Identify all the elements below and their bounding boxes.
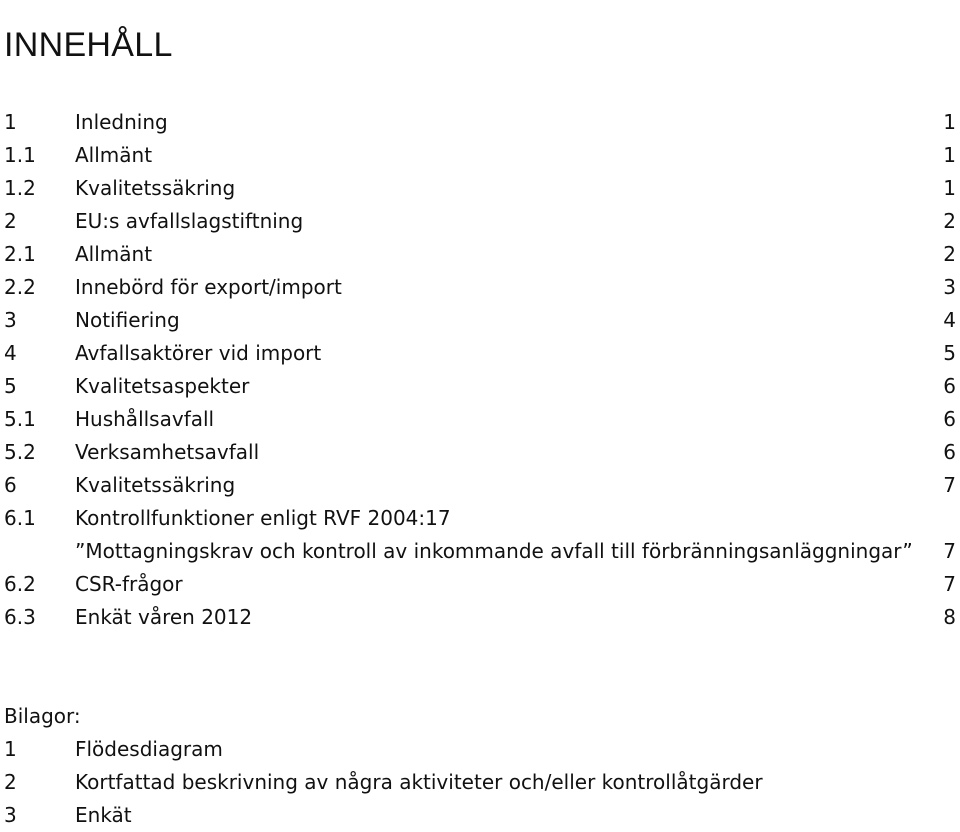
toc-entry-title: Kvalitetssäkring [75,176,236,200]
toc-entry [4,139,956,172]
toc-entry [4,370,956,403]
toc-entry-title: CSR-frågor [75,572,183,596]
toc-entry [4,436,956,469]
toc-entry-number: 2.2 [4,275,36,299]
appendix-item [4,799,956,832]
toc-entry [4,601,956,634]
toc-entry-page: 1 [943,176,956,200]
appendix-item [4,733,956,766]
toc-entry-title: Kvalitetssäkring [75,473,236,497]
toc-entry-page: 7 [943,473,956,497]
table-of-contents [4,106,956,634]
page-title: INNEHÅLL [4,25,173,64]
toc-entry-page: 7 [943,539,956,563]
toc-entry-title: Kvalitetsaspekter [75,374,250,398]
appendix-item-title: Kortfattad beskrivning av några aktiviteter och/eller kontrollåtgärder [75,770,763,794]
toc-entry-number: 6.1 [4,506,36,530]
toc-entry-number: 4 [4,341,17,365]
toc-entry-number: 5.1 [4,407,36,431]
toc-entry-title: EU:s avfallslagstiftning [75,209,304,233]
toc-entry-title: Allmänt [75,143,153,167]
toc-entry-title: Avfallsaktörer vid import [75,341,322,365]
toc-entry [4,502,956,535]
toc-entry-page: 3 [943,275,956,299]
toc-entry-page: 2 [943,209,956,233]
toc-entry-title: Notifiering [75,308,180,332]
toc-entry-title: ”Mottagningskrav och kontroll av inkommande avfall till förbränningsanläggningar” [75,539,913,563]
toc-entry-number: 1.2 [4,176,36,200]
toc-entry-page: 6 [943,440,956,464]
toc-entry-number: 3 [4,308,17,332]
toc-entry-title: Inledning [75,110,168,134]
toc-entry [4,172,956,205]
toc-entry-number: 6.2 [4,572,36,596]
toc-entry-number: 1.1 [4,143,36,167]
toc-entry-number: 6 [4,473,17,497]
toc-entry [4,469,956,502]
toc-entry-number: 6.3 [4,605,36,629]
toc-entry-page: 5 [943,341,956,365]
toc-entry [4,304,956,337]
appendix-item-number: 3 [4,803,17,827]
toc-entry [4,238,956,271]
toc-entry-title: Kontrollfunktioner enligt RVF 2004:17 [75,506,451,530]
toc-entry-page: 6 [943,407,956,431]
toc-entry [4,271,956,304]
toc-entry-title: Innebörd för export/import [75,275,342,299]
toc-entry [4,106,956,139]
appendix-item-number: 2 [4,770,17,794]
toc-entry-page: 8 [943,605,956,629]
toc-entry-number: 5.2 [4,440,36,464]
toc-entry-title: Allmänt [75,242,153,266]
appendix-item [4,766,956,799]
toc-entry-title: Enkät våren 2012 [75,605,253,629]
appendix-item-number: 1 [4,737,17,761]
appendix-list [4,733,956,832]
appendix-item-title: Flödesdiagram [75,737,223,761]
toc-entry [4,337,956,370]
toc-entry-number: 5 [4,374,17,398]
toc-entry-title: Hushållsavfall [75,407,215,431]
toc-entry-number: 2 [4,209,17,233]
toc-entry [4,205,956,238]
toc-entry-continuation [4,535,956,568]
toc-entry [4,568,956,601]
toc-entry-page: 1 [943,143,956,167]
appendix-heading: Bilagor: [4,704,81,728]
toc-entry-number: 2.1 [4,242,36,266]
toc-entry-title: Verksamhetsavfall [75,440,260,464]
toc-entry-page: 7 [943,572,956,596]
appendix-item-title: Enkät [75,803,132,827]
toc-entry-page: 1 [943,110,956,134]
toc-entry-number: 1 [4,110,17,134]
toc-entry [4,403,956,436]
toc-entry-page: 2 [943,242,956,266]
toc-entry-page: 6 [943,374,956,398]
toc-entry-page: 4 [943,308,956,332]
